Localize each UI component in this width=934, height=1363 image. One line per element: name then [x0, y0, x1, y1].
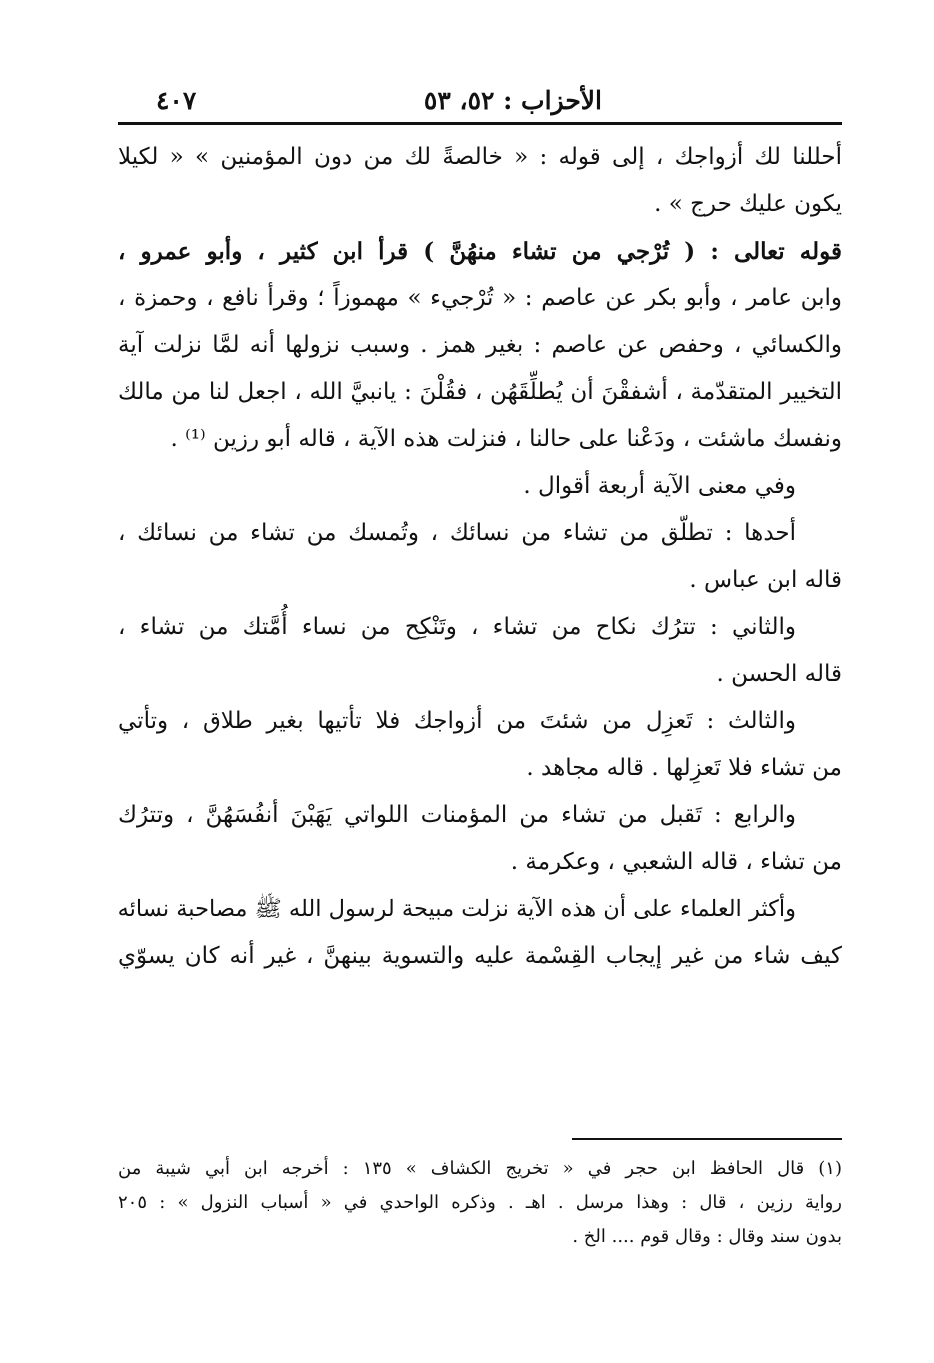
text-line: والكسائي ، وحفص عن عاصم : بغير همز . وسبب نزولها أنه لمَّا نزلت آية — [118, 332, 842, 358]
text-line: وفي معنى الآية أربعة أقوال . — [523, 473, 796, 499]
text-line: والثاني : تترُك نكاح من تشاء ، وتَنْكِح من نساء أُمَّتك من تشاء ، — [118, 614, 796, 640]
text-line: قاله ابن عباس . — [689, 567, 842, 593]
text-line: والثالث : تَعزِل من شئتَ من أزواجك فلا تأتيها بغير طلاق ، وتأتي — [118, 708, 796, 734]
text-line: وابن عامر ، وأبو بكر عن عاصم : « تُرْجيء » مهموزاً ؛ وقرأ نافع ، وحمزة ، — [118, 285, 842, 311]
text-line: من تشاء ، قاله الشعبي ، وعكرمة . — [510, 849, 842, 875]
text-line: والرابع : تَقبل من تشاء من المؤمنات اللواتي يَهَبْنَ أنفُسَهُنَّ ، وتترُك — [118, 802, 796, 828]
text-line: كيف شاء من غير إيجاب القِسْمة عليه والتسوية بينهنَّ ، غير أنه كان يسوّي — [118, 943, 842, 969]
header-divider — [118, 122, 842, 125]
text-line: قوله تعالى : ( تُرْجي من تشاء منهُنَّ ) قرأ ابن كثير ، وأبو عمرو ، — [118, 238, 842, 265]
page-number: ٤٠٧ — [156, 86, 197, 115]
footnote-line: (١) قال الحافظ ابن حجر في « تخريج الكشاف » ١٣٥ : أخرجه ابن أبي شيبة من — [118, 1158, 842, 1179]
text-line: قاله الحسن . — [716, 661, 842, 687]
footnote-line: بدون سند وقال : وقال قوم .... الخ . — [572, 1226, 842, 1247]
text-line: أحدها : تطلّق من تشاء من نسائك ، وتُمسك من تشاء من نسائك ، — [118, 520, 796, 546]
text-line: أحللنا لك أزواجك ، إلى قوله : « خالصةً لك من دون المؤمنين » « لكيلا — [118, 144, 842, 170]
text-line: من تشاء فلا تَعزِلها . قاله مجاهد . — [526, 755, 842, 781]
footnotes — [118, 1152, 842, 1254]
running-header — [118, 78, 842, 118]
text-line: وأكثر العلماء على أن هذه الآية نزلت مبيحة لرسول الله ﷺ مصاحبة نسائه — [117, 896, 796, 922]
header-title: الأحزاب : ٥٢، ٥٣ — [423, 86, 602, 115]
footnote-line: رواية رزين ، قال : وهذا مرسل . اهـ . وذكره الواحدي في « أسباب النزول » : ٢٠٥ — [118, 1192, 842, 1213]
main-text — [118, 134, 842, 980]
text-line: التخيير المتقدّمة ، أشفقْنَ أن يُطلِّقَهُن ، فقُلْنَ : يانبيَّ الله ، اجعل لنا من مالك — [118, 379, 842, 405]
footnote-divider — [572, 1138, 842, 1140]
text-line: يكون عليك حرج » . — [654, 191, 842, 217]
text-line: ونفسك ماشئت ، ودَعْنا على حالنا ، فنزلت هذه الآية ، قاله أبو رزين ⁽¹⁾ . — [170, 426, 842, 452]
